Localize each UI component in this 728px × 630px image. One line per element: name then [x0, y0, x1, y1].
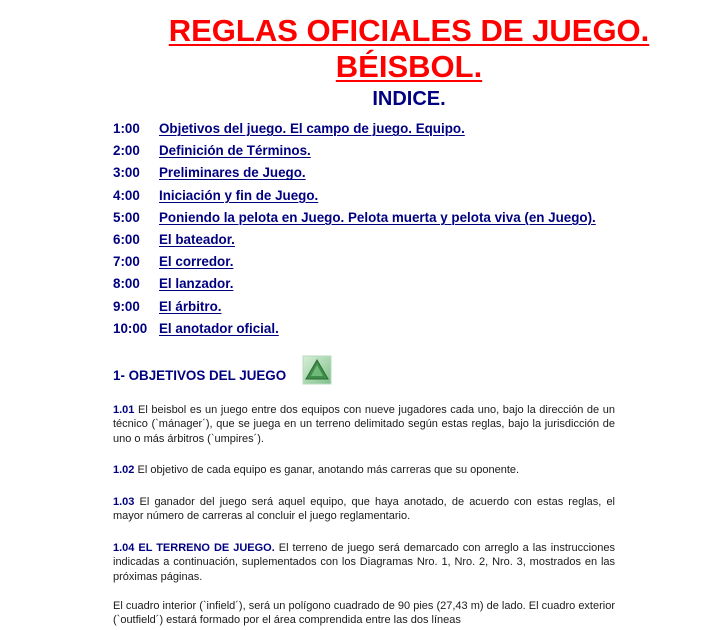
toc-number: 3:00	[113, 165, 140, 181]
toc-item	[113, 186, 596, 208]
toc-link-7[interactable]	[113, 254, 233, 269]
toc-item	[113, 230, 596, 252]
rule-paragraph	[113, 403, 615, 446]
toc-link-8[interactable]	[113, 276, 233, 291]
toc-link-5[interactable]	[113, 210, 596, 225]
toc-label: Objetivos del juego. El campo de juego. Equipo.	[159, 121, 465, 136]
toc-label: El corredor.	[159, 254, 234, 270]
toc-number: 6:00	[113, 231, 140, 247]
toc-label: Iniciación y fin de Juego.	[159, 187, 319, 203]
toc-item	[113, 319, 596, 341]
table-of-contents	[113, 119, 596, 341]
green-triangle-icon	[302, 355, 332, 385]
toc-number: 10:00	[113, 320, 148, 336]
rule-paragraph	[113, 599, 615, 628]
toc-number: 8:00	[113, 276, 140, 292]
toc-label: Definición de Términos.	[159, 143, 311, 159]
section-heading: 1- OBJETIVOS DEL JUEGO	[113, 368, 287, 383]
document-title-line1: REGLAS OFICIALES DE JUEGO.	[168, 13, 650, 48]
toc-label: El árbitro.	[159, 298, 222, 314]
rule-text: El cuadro interior (`infield´), será un polígono cuadrado de 90 pies (27,43 m) de lado. El cuadro exterior (`outfield´) estará formado por el área comprendida entre las dos líneas	[113, 600, 615, 627]
toc-link-10[interactable]	[113, 321, 279, 336]
index-heading: INDICE.	[372, 88, 446, 110]
toc-link-2[interactable]	[113, 143, 311, 158]
toc-label: El lanzador.	[159, 276, 234, 292]
toc-item	[113, 274, 596, 296]
rule-number: 1.01	[113, 404, 135, 416]
toc-item	[113, 163, 596, 185]
toc-label: El anotador oficial.	[159, 320, 279, 336]
rule-number: 1.03	[113, 496, 135, 508]
toc-item	[113, 208, 596, 230]
toc-item	[113, 119, 596, 141]
rule-text: El objetivo de cada equipo es ganar, anotando más carreras que su oponente.	[137, 464, 520, 476]
toc-link-1[interactable]	[113, 121, 465, 136]
toc-label: El bateador.	[159, 231, 235, 247]
rule-paragraph	[113, 495, 615, 524]
toc-item	[113, 141, 596, 163]
toc-number: 9:00	[113, 298, 140, 314]
rule-text: El terreno de juego será demarcado con arreglo a las instrucciones indicadas a continuación, suplementados con los Diagramas Nro. 1, Nro. 2, Nro. 3, mostrados en las próximas páginas.	[113, 542, 615, 583]
toc-link-3[interactable]	[113, 165, 306, 180]
toc-number: 2:00	[113, 143, 140, 159]
toc-label: Preliminares de Juego.	[159, 165, 306, 181]
toc-link-9[interactable]	[113, 299, 222, 314]
toc-number: 7:00	[113, 254, 140, 270]
rule-text: El beisbol es un juego entre dos equipos con nueve jugadores cada uno, bajo la dirección de un técnico (`mánager´), que se juega en un terreno delimitado según estas reglas, bajo la jurisdicción de uno o más árbitros (`umpires´).	[113, 404, 615, 445]
toc-number: 5:00	[113, 209, 140, 225]
rule-text: El ganador del juego será aquel equipo, que haya anotado, de acuerdo con estas reglas, el mayor número de carreras al concluir el juego reglamentario.	[113, 496, 615, 523]
document-title-line2: BÉISBOL.	[335, 49, 483, 84]
rule-number: 1.02	[113, 464, 135, 476]
toc-number: 4:00	[113, 187, 140, 203]
rule-paragraph	[113, 463, 615, 477]
rule-paragraph	[113, 541, 615, 584]
toc-link-4[interactable]	[113, 188, 318, 203]
toc-label: Poniendo la pelota en Juego. Pelota muerta y pelota viva (en Juego).	[159, 209, 596, 225]
toc-link-6[interactable]	[113, 232, 235, 247]
rule-number: 1.04 EL TERRENO DE JUEGO.	[113, 542, 275, 554]
toc-item	[113, 297, 596, 319]
toc-item	[113, 252, 596, 274]
toc-number: 1:00	[113, 121, 140, 136]
